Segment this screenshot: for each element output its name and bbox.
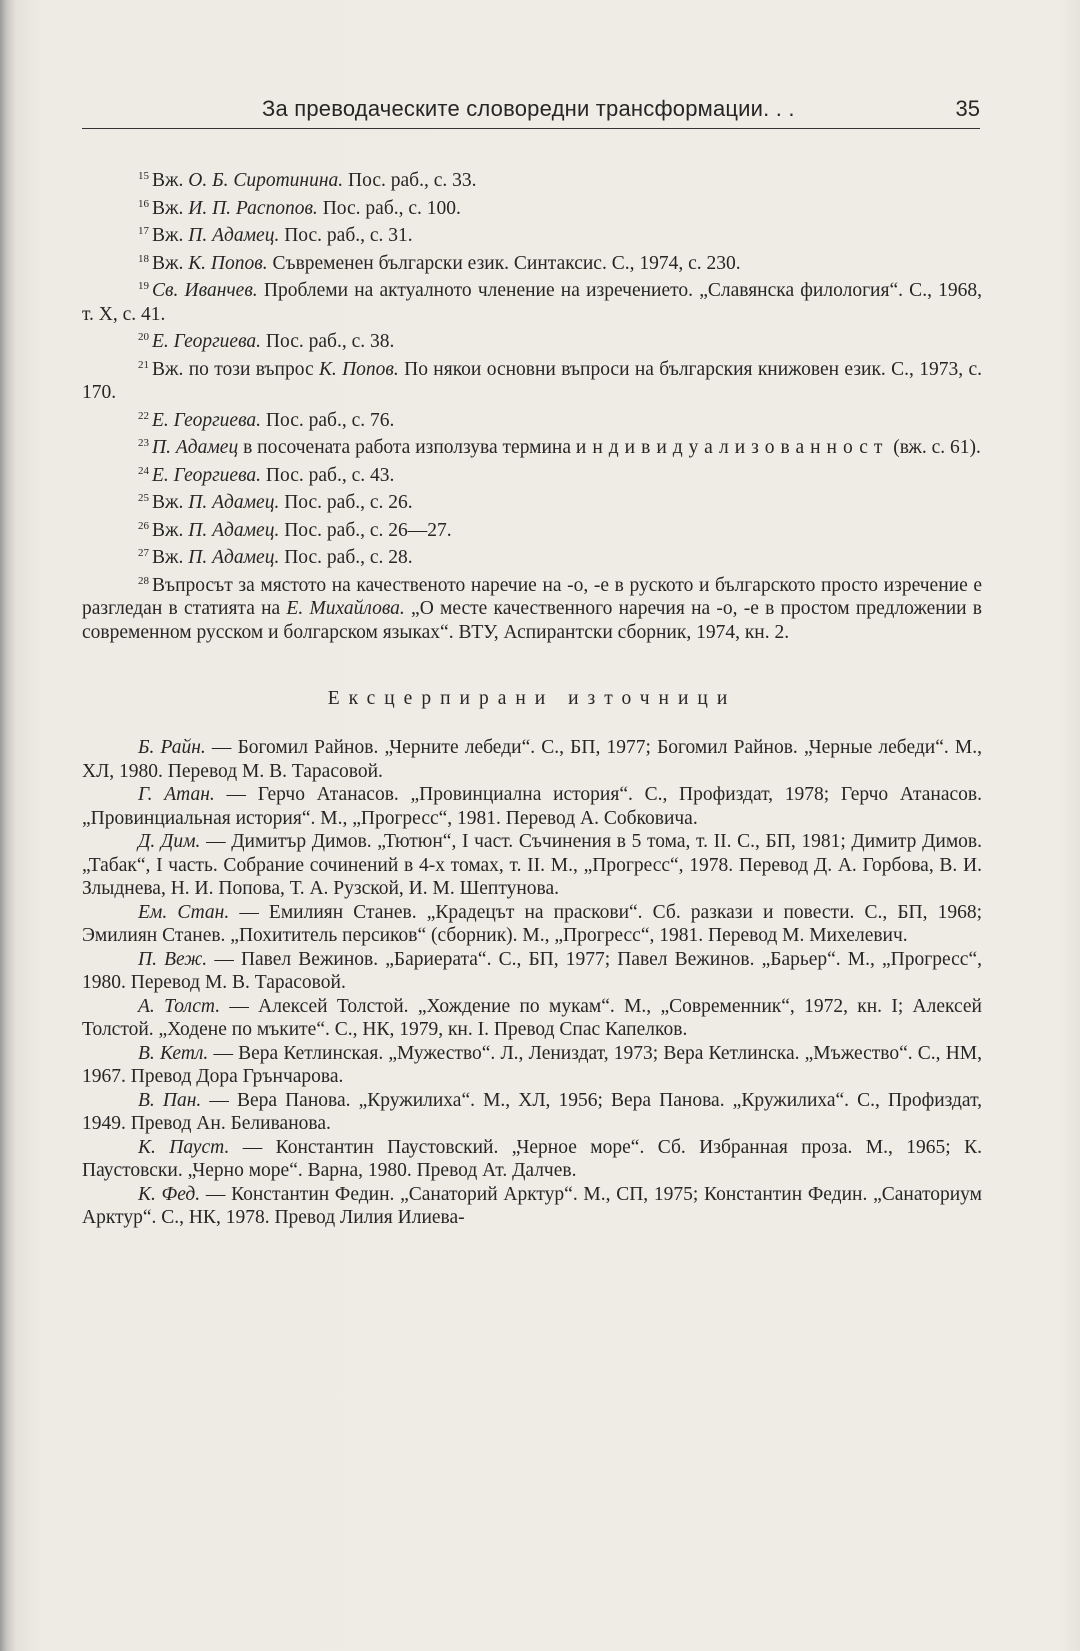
page-number: 35	[955, 96, 980, 121]
footnote-author: Е. Георгиева.	[152, 331, 262, 352]
source-entry	[82, 1042, 982, 1089]
source-text: — Вера Панова. „Кружилиха“. М., ХЛ, 1956; Вера Панова. „Кружилиха“. С., Профиздат, 1949. Превод Ан. Беливанова.	[82, 1089, 982, 1134]
footnote-number: 20	[138, 331, 149, 343]
source-text: — Константин Паустовский. „Черное море“. Сб. Избранная проза. М., 1965; К. Паустовски. „Черно море“. Варна, 1980. Превод Ат. Далчев.	[82, 1136, 982, 1181]
footnote-number: 15	[138, 170, 149, 182]
footnote-author: Е. Георгиева.	[152, 409, 262, 431]
source-entry	[82, 830, 982, 901]
footnote-text: Пос. раб., с. 43.	[261, 464, 395, 486]
footnote	[82, 432, 982, 460]
footnote	[82, 193, 982, 221]
source-entry	[82, 948, 982, 995]
footnote	[82, 515, 982, 543]
footnote-author: П. Адамец.	[188, 225, 280, 246]
footnote-author: К. Попов.	[188, 252, 268, 274]
footnote-number: 21	[138, 358, 149, 371]
footnote-text: Пос. раб., с. 76.	[261, 409, 395, 431]
footnotes	[82, 165, 982, 644]
footnote-number: 16	[138, 197, 149, 210]
footnote-number: 23	[138, 437, 149, 449]
footnote-number: 25	[138, 492, 149, 504]
source-abbreviation: В. Пан.	[138, 1089, 202, 1111]
footnote-author: П. Адамец.	[188, 492, 280, 513]
footnote-author: И. П. Распопов.	[188, 197, 318, 219]
footnote-number: 19	[138, 280, 149, 292]
footnote-text: Вж.	[152, 492, 189, 513]
footnote-text: Вж.	[152, 252, 189, 274]
footnote-number: 26	[138, 519, 149, 532]
footnote-author: П. Адамец.	[188, 519, 280, 541]
running-title: За преводаческите словоредни трансформации. . .	[262, 96, 795, 121]
source-text: — Алексей Толстой. „Хождение по мукам“. М., „Современник“, 1972, кн. I; Алексей Толстой. „Ходене по мъките“. С., НК, 1979, кн. I. Превод Спас Капелков.	[82, 995, 982, 1040]
footnote-text: (вж. с. 61).	[888, 437, 981, 458]
source-entry	[82, 1136, 982, 1183]
page-header	[82, 92, 980, 129]
source-entry	[82, 736, 982, 783]
footnote-text: Вж. по този въпрос	[152, 358, 319, 380]
footnote	[82, 220, 982, 248]
footnote-author: К. Попов.	[318, 358, 399, 380]
footnote-spaced-term: индивидуализованност	[575, 437, 889, 458]
source-abbreviation: К. Пауст.	[138, 1136, 230, 1158]
source-text: — Павел Вежинов. „Бариерата“. С., БП, 1977; Павел Вежинов. „Барьер“. М., „Прогресс“, 1980. Перевод М. В. Тарасовой.	[82, 948, 982, 993]
footnote-text: По някои основни въпроси на българския книжовен език. С., 1973, с. 170.	[82, 358, 982, 403]
footnote-author: Св. Иванчев.	[152, 280, 258, 301]
source-entry	[82, 1183, 982, 1230]
source-entry	[82, 1089, 982, 1136]
footnote-text: „О месте качественного наречия на -о, -е в простом предложении в современном русском и болгарском языках“. ВТУ, Аспирантски сборник, 1974, кн. 2.	[82, 598, 983, 643]
source-abbreviation: П. Веж.	[138, 948, 208, 970]
source-abbreviation: Ем. Стан.	[138, 901, 230, 923]
footnote-author: Е. Георгиева.	[152, 464, 262, 486]
footnote-text: Пос. раб., с. 26—27.	[279, 519, 452, 541]
footnote	[82, 165, 982, 193]
source-abbreviation: Б. Райн.	[138, 737, 206, 758]
footnote-text: в посочената работа използува термина	[238, 437, 576, 458]
footnote-number: 27	[138, 547, 149, 559]
footnote-text: Пос. раб., с. 38.	[261, 331, 395, 352]
source-entry	[82, 901, 982, 948]
footnote-author: Е. Михайлова.	[286, 598, 405, 619]
sources-list	[82, 736, 982, 1230]
footnote-number: 17	[138, 225, 149, 237]
source-text: — Емилиян Станев. „Крадецът на праскови“. Сб. разкази и повести. С., БП, 1968; Эмилиян Станев. „Похититель персиков“ (сборник). М., „Прогресс“, 1981. Перевод М. Михелевич.	[82, 901, 983, 946]
footnote-text: Вж.	[152, 225, 189, 246]
footnote-text: Съвременен български език. Синтаксис. С., 1974, с. 230.	[267, 252, 741, 274]
footnote	[82, 354, 982, 405]
source-text: — Константин Федин. „Санаторий Арктур“. М., СП, 1975; Константин Федин. „Санаториум Арктур“. С., НК, 1978. Превод Лилия Илиева-	[82, 1183, 982, 1228]
source-text: — Димитър Димов. „Тютюн“, I част. Съчинения в 5 тома, т. II. С., БП, 1981; Димитр Димов. „Табак“, I часть. Собрание сочинений в 4-х томах, т. II. М., „Прогресс“, 1978. Перевод Д. А. Горбова, В. И. Злыднева, Н. И. Попова, Т. А. Рузской, И. М. Шептунова.	[82, 831, 982, 899]
footnote-author: О. Б. Сиротинина.	[188, 170, 344, 191]
footnote-text: Вж.	[152, 197, 189, 219]
footnote	[82, 405, 982, 433]
source-text: — Герчо Атанасов. „Провинциална история“. С., Профиздат, 1978; Герчо Атанасов. „Провинциальная история“. М., „Прогресс“, 1981. Перевод А. Собковича.	[82, 784, 982, 829]
footnote-text: Пос. раб., с. 28.	[279, 547, 413, 568]
source-text: — Богомил Райнов. „Черните лебеди“. С., БП, 1977; Богомил Райнов. „Черные лебеди“. М., ХЛ, 1980. Перевод М. В. Тарасовой.	[82, 737, 982, 782]
section-heading: Ексцерпирани източници	[327, 688, 737, 709]
footnote-number: 22	[138, 409, 149, 422]
footnote-author: П. Адамец	[152, 437, 239, 458]
footnote	[82, 460, 982, 488]
source-abbreviation: К. Фед.	[138, 1183, 201, 1205]
footnote	[82, 570, 982, 645]
footnote	[82, 487, 982, 515]
footnote-author: П. Адамец.	[188, 547, 280, 568]
footnote	[82, 275, 982, 326]
source-abbreviation: В. Кетл.	[138, 1042, 209, 1064]
footnote	[82, 542, 982, 570]
footnote-text: Пос. раб., с. 33.	[343, 170, 477, 191]
source-abbreviation: А. Толст.	[138, 995, 221, 1017]
footnote-text: Вж.	[152, 170, 189, 191]
footnote-text: Въпросът за мястото на качественото наречие на -о, -е в руското и българското просто изречение е разгледан в статията на	[82, 574, 982, 619]
footnote-text: Вж.	[152, 547, 189, 568]
footnote	[82, 326, 982, 354]
source-abbreviation: Г. Атан.	[138, 784, 215, 805]
footnote-number: 28	[138, 574, 149, 587]
footnote-text: Пос. раб., с. 100.	[317, 197, 461, 219]
footnote-text: Пос. раб., с. 31.	[279, 225, 413, 246]
footnote-text: Пос. раб., с. 26.	[279, 492, 413, 513]
source-entry	[82, 995, 982, 1042]
source-text: — Вера Кетлинская. „Мужество“. Л., Лениздат, 1973; Вера Кетлинска. „Мъжество“. С., НМ, 1967. Превод Дора Грънчарова.	[82, 1042, 982, 1087]
source-abbreviation: Д. Дим.	[138, 831, 201, 852]
footnote-text: Вж.	[152, 519, 189, 541]
footnote-number: 18	[138, 252, 149, 265]
footnote	[82, 248, 982, 276]
footnote-text: Проблеми на актуалното членение на изречението. „Славянска филология“. С., 1968, т. X, с. 41.	[82, 280, 982, 325]
footnote-number: 24	[138, 464, 149, 477]
source-entry	[82, 783, 982, 830]
